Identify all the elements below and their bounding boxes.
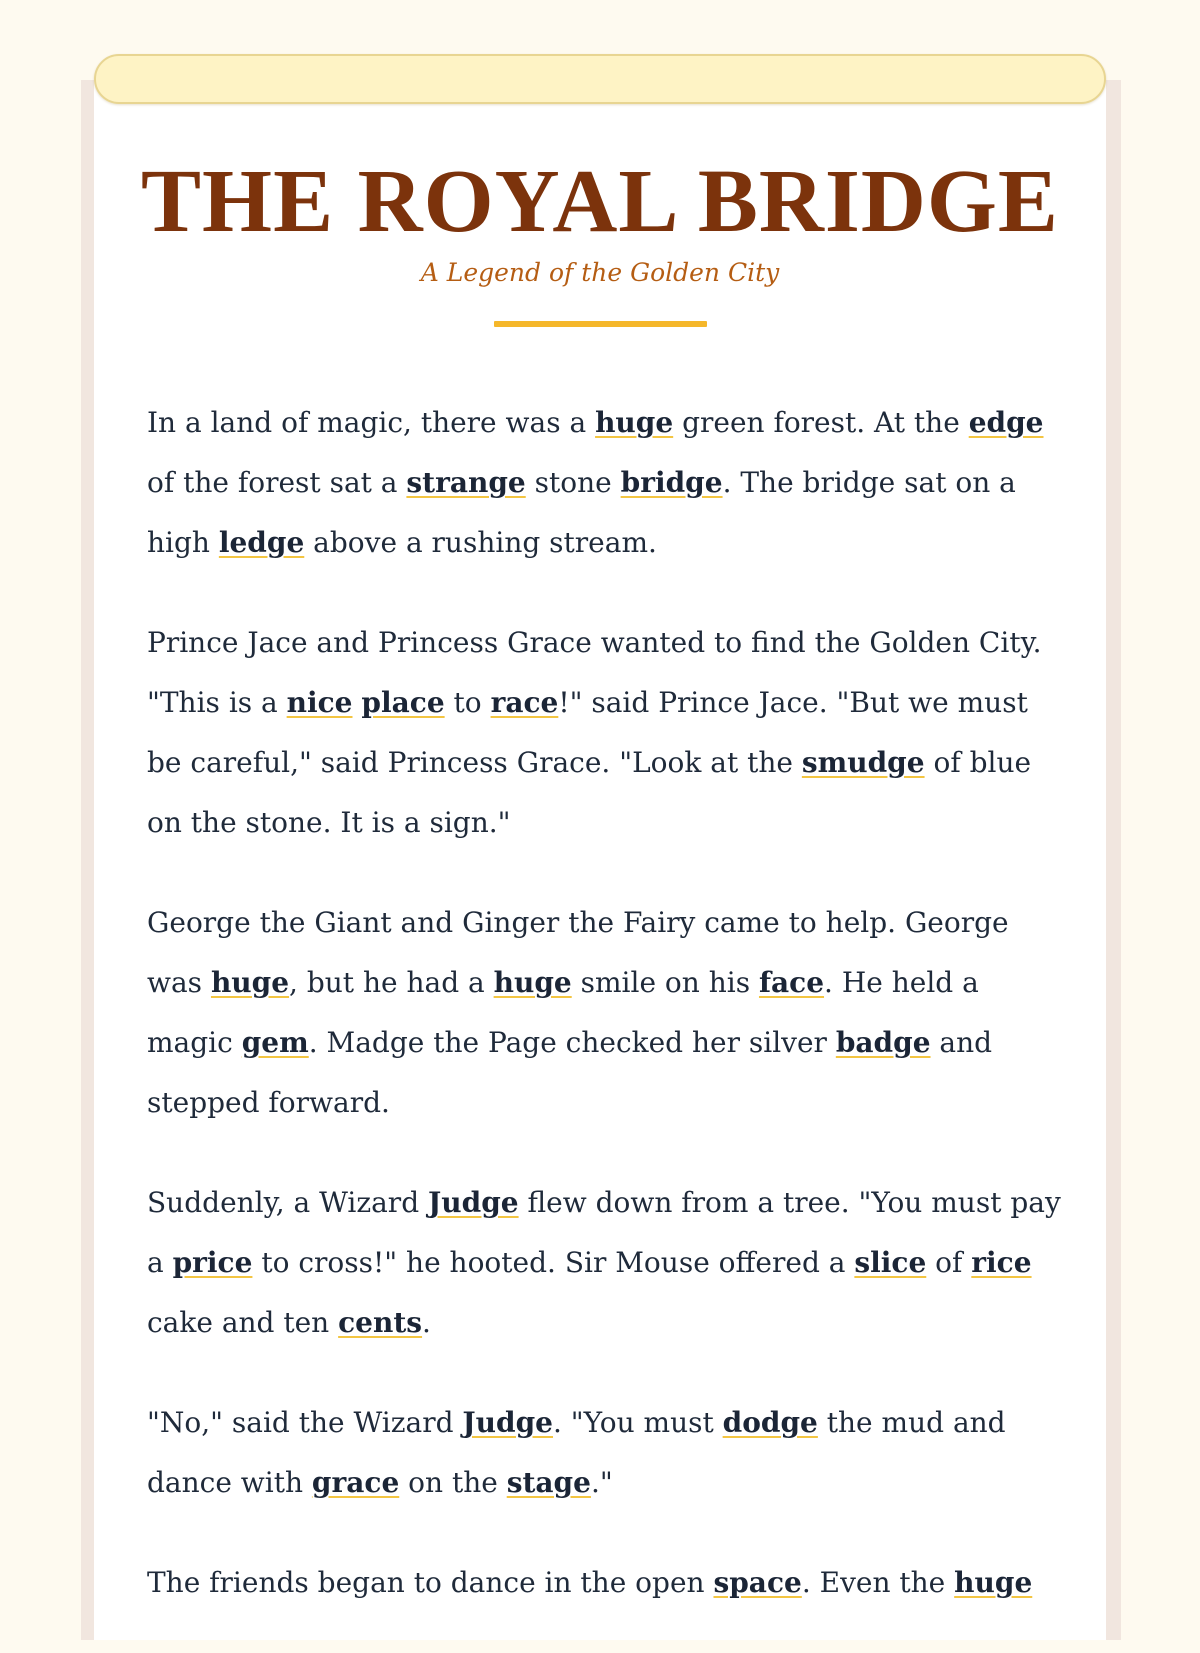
- story-text-segment: . Madge the Page checked her silver: [308, 1026, 836, 1059]
- story-text-segment: cake and ten: [147, 1306, 339, 1339]
- story-text-segment: the mud and dance with: [147, 1406, 1006, 1499]
- vocab-word: grace: [311, 1466, 400, 1499]
- vocab-word: huge: [954, 1566, 1033, 1599]
- vocab-word: Judge: [428, 1186, 519, 1219]
- story-paragraph: [147, 1393, 1067, 1513]
- story-paragraph: [147, 613, 1067, 853]
- story-text-segment: George the Giant and Ginger the Fairy came to help. George was: [147, 906, 1009, 999]
- vocab-word: space: [713, 1566, 802, 1599]
- vocab-word: badge: [835, 1026, 931, 1059]
- vocab-word: huge: [595, 406, 674, 439]
- vocab-word: huge: [493, 966, 572, 999]
- story-text-segment: Suddenly, a Wizard: [147, 1186, 429, 1219]
- story-text-segment: and stepped forward.: [147, 1026, 993, 1119]
- vocab-word: cents: [338, 1306, 423, 1339]
- vocab-word: dodge: [722, 1406, 818, 1439]
- story-text-segment: . Even the: [801, 1566, 955, 1599]
- page-subtitle: A Legend of the Golden City: [420, 258, 780, 287]
- story-text-segment: to cross!" he hooted. Sir Mouse offered a: [252, 1246, 855, 1279]
- story-paragraph: [147, 1173, 1067, 1353]
- story-text-segment: on the: [399, 1466, 507, 1499]
- page-title: THE ROYAL BRIDGE: [141, 152, 1059, 251]
- vocab-word: bridge: [620, 466, 723, 499]
- story-text-segment: smile on his: [571, 966, 759, 999]
- vocab-word: place: [361, 686, 445, 719]
- story-text-segment: stone: [525, 466, 621, 499]
- vocab-word: face: [758, 966, 825, 999]
- scroll-top-bar: [94, 54, 1106, 104]
- vocab-word: smudge: [801, 746, 925, 779]
- vocab-word: strange: [406, 466, 526, 499]
- story-text-segment: Prince Jace and Princess Grace wanted to find the Golden City. "This is a: [147, 626, 1042, 719]
- story-text-segment: . The bridge sat on a high: [147, 466, 1016, 559]
- vocab-word: rice: [971, 1246, 1032, 1279]
- story-text-segment: flew down from a tree. "You must pay a: [147, 1186, 1061, 1279]
- vocab-word: race: [490, 686, 559, 719]
- story-text-segment: . "You must: [553, 1406, 723, 1439]
- story-text-segment: .: [422, 1306, 431, 1339]
- story-text-segment: In a land of magic, there was a: [147, 406, 596, 439]
- story-paragraph: [147, 393, 1067, 573]
- vocab-word: price: [172, 1246, 253, 1279]
- vocab-word: huge: [210, 966, 290, 999]
- story-text-segment: . He held a magic: [147, 966, 979, 1059]
- vocab-word: ledge: [218, 526, 305, 559]
- story-text-segment: .": [590, 1466, 613, 1499]
- story-text-segment: !" said Prince Jace. "But we must be careful," said Princess Grace. "Look at the: [147, 686, 1028, 779]
- story-text: [147, 393, 1067, 1653]
- story-text-segment: of: [926, 1246, 972, 1279]
- story-text-segment: "No," said the Wizard: [147, 1406, 463, 1439]
- vocab-word: Judge: [462, 1406, 553, 1439]
- story-text-segment: above a rushing stream.: [304, 526, 657, 559]
- story-text-segment: The friends began to dance in the open: [147, 1566, 714, 1599]
- story-text-segment: , but he had a: [289, 966, 494, 999]
- vocab-word: edge: [968, 406, 1044, 439]
- story-text-segment: of the forest sat a: [147, 466, 407, 499]
- story-paragraph: [147, 1553, 1067, 1613]
- vocab-word: stage: [506, 1466, 591, 1499]
- story-text-segment: to: [444, 686, 491, 719]
- vocab-word: nice: [286, 686, 353, 719]
- vocab-word: slice: [854, 1246, 927, 1279]
- story-paragraph: [147, 893, 1067, 1133]
- vocab-word: gem: [241, 1026, 309, 1059]
- story-text-segment: green forest. At the: [673, 406, 969, 439]
- story-text-segment: of blue on the stone. It is a sign.": [147, 746, 1032, 839]
- title-divider: [494, 321, 707, 327]
